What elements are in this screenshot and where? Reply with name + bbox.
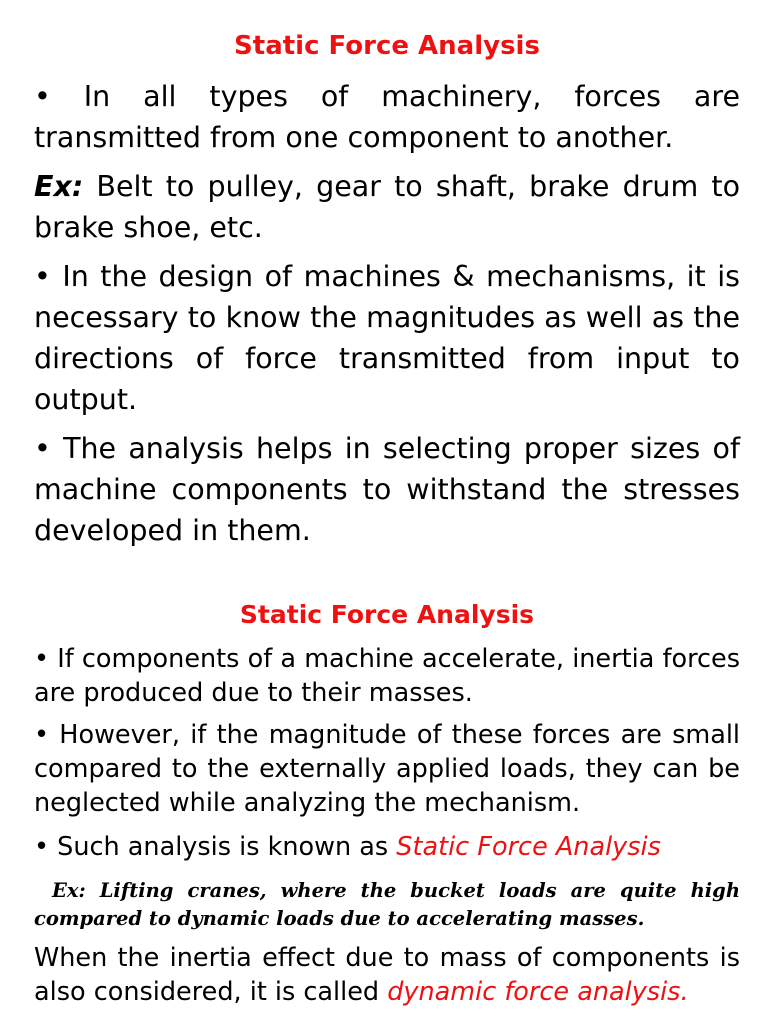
bullet-magnitude: • However, if the magnitude of these forces are small compared to the externally applied loads, they can be neglected while analyzing the mechanism. [34, 720, 740, 818]
page-title: Static Force Analysis [234, 31, 540, 61]
bullet-static-definition [34, 830, 740, 864]
bullet-analysis: • The analysis helps in selecting proper sizes of machine components to withstand the stresses developed in them. [34, 432, 740, 547]
static-definition-text: • Such analysis is known as [34, 832, 397, 862]
bullet-transmission: • In all types of machinery, forces are transmitted from one component to another. [34, 80, 740, 154]
dynamic-definition [34, 941, 740, 1009]
example-text: Belt to pulley, gear to shaft, brake drum to brake shoe, etc. [34, 170, 740, 244]
bullet-inertia: • If components of a machine accelerate, inertia forces are produced due to their masses. [34, 644, 740, 708]
example-paragraph [34, 166, 740, 248]
crane-example: Ex: Lifting cranes, where the bucket loads are quite high compared to dynamic loads due to accelerating masses. [34, 879, 740, 930]
static-force-highlight: Static Force Analysis [396, 832, 661, 862]
dynamic-force-highlight: dynamic force analysis. [387, 977, 689, 1007]
bullet-design: • In the design of machines & mechanisms, it is necessary to know the magnitudes as well as the directions of force transmitted from input to output. [34, 260, 740, 416]
section-title: Static Force Analysis [239, 600, 535, 629]
dynamic-definition-text: When the inertia effect due to mass of components is also considered, it is called [34, 943, 740, 1007]
example-label: Ex: [34, 170, 84, 203]
